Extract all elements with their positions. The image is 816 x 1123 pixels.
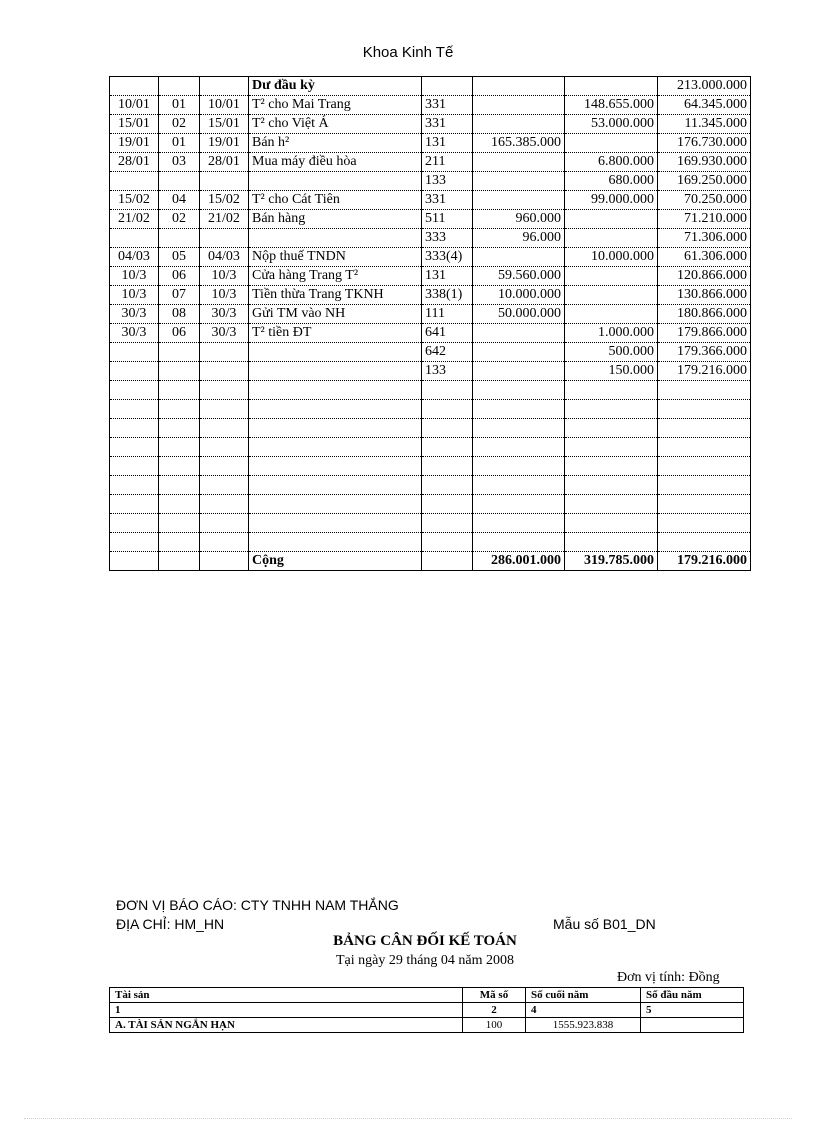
row-name: A. TÀI SẢN NGẮN HẠN [110,1018,463,1033]
credit-amount [565,305,658,324]
doc-number: 06 [159,267,200,286]
account: 133 [422,362,473,381]
total-row [110,552,751,571]
account: 131 [422,134,473,153]
ledger-row [110,362,751,381]
total-balance: 179.216.000 [658,552,751,571]
balance-sheet-index-row [110,1003,744,1018]
balance-amount: 130.866.000 [658,286,751,305]
ledger-row [110,115,751,134]
doc-date: 15/02 [110,191,159,210]
doc-date: 21/02 [110,210,159,229]
account: 511 [422,210,473,229]
credit-amount: 99.000.000 [565,191,658,210]
balance-amount: 64.345.000 [658,96,751,115]
debit-amount [473,343,565,362]
doc-number [159,172,200,191]
credit-amount [565,210,658,229]
ledger-row [110,286,751,305]
credit-amount: 6.800.000 [565,153,658,172]
ledger-row [110,210,751,229]
description: T² cho Mai Trang [249,96,422,115]
record-date: 19/01 [200,134,249,153]
balance-sheet-header-row [110,988,744,1003]
balance-sheet-table [109,987,744,1033]
address: ĐỊA CHỈ: HM_HN [116,916,225,932]
empty-row [110,419,751,438]
empty-row [110,495,751,514]
account: 211 [422,153,473,172]
record-date [200,172,249,191]
doc-date: 15/01 [110,115,159,134]
credit-amount: 150.000 [565,362,658,381]
empty-row [110,457,751,476]
debit-amount: 165.385.000 [473,134,565,153]
debit-amount [473,153,565,172]
credit-amount [565,267,658,286]
balance-amount: 179.866.000 [658,324,751,343]
opening-balance-row [110,77,751,96]
account: 333(4) [422,248,473,267]
doc-number: 01 [159,134,200,153]
record-date: 04/03 [200,248,249,267]
description: Bán h² [249,134,422,153]
description: Bán hàng [249,210,422,229]
debit-amount: 50.000.000 [473,305,565,324]
doc-date: 30/3 [110,324,159,343]
debit-amount [473,172,565,191]
doc-number: 03 [159,153,200,172]
empty-row [110,400,751,419]
balance-sheet-title: BẢNG CÂN ĐỐI KẾ TOÁN [333,933,517,949]
currency-unit: Đơn vị tính: Đồng [617,970,720,985]
row-code: 100 [463,1018,526,1033]
account: 331 [422,191,473,210]
debit-amount [473,115,565,134]
account: 331 [422,115,473,134]
ledger-row [110,248,751,267]
total-label: Cộng [249,552,422,571]
doc-date: 19/01 [110,134,159,153]
account: 131 [422,267,473,286]
header-begin-year: Số đầu năm [641,988,744,1003]
doc-number: 06 [159,324,200,343]
record-date: 30/3 [200,324,249,343]
doc-date [110,229,159,248]
record-date: 30/3 [200,305,249,324]
ledger-row [110,324,751,343]
balance-amount: 179.216.000 [658,362,751,381]
ledger-row [110,267,751,286]
doc-date: 10/01 [110,96,159,115]
description [249,172,422,191]
doc-date: 10/3 [110,267,159,286]
record-date: 28/01 [200,153,249,172]
credit-amount: 680.000 [565,172,658,191]
debit-amount [473,248,565,267]
record-date: 10/01 [200,96,249,115]
balance-sheet-row [110,1018,744,1033]
index-1: 1 [110,1003,463,1018]
doc-number: 07 [159,286,200,305]
doc-number [159,362,200,381]
reporting-unit: ĐƠN VỊ BÁO CÁO: CTY TNHH NAM THẮNG [116,897,399,913]
doc-number: 08 [159,305,200,324]
index-4: 4 [526,1003,641,1018]
credit-amount: 148.655.000 [565,96,658,115]
account: 331 [422,96,473,115]
balance-amount: 70.250.000 [658,191,751,210]
row-end-value: 1555.923.838 [526,1018,641,1033]
record-date [200,229,249,248]
doc-number: 05 [159,248,200,267]
balance-amount: 180.866.000 [658,305,751,324]
doc-number [159,343,200,362]
doc-date: 28/01 [110,153,159,172]
doc-date: 30/3 [110,305,159,324]
credit-amount: 500.000 [565,343,658,362]
credit-amount: 53.000.000 [565,115,658,134]
debit-amount: 10.000.000 [473,286,565,305]
record-date: 10/3 [200,286,249,305]
credit-amount: 1.000.000 [565,324,658,343]
doc-number: 04 [159,191,200,210]
row-begin-value [641,1018,744,1033]
record-date: 10/3 [200,267,249,286]
description [249,362,422,381]
account: 333 [422,229,473,248]
empty-row [110,514,751,533]
index-2: 2 [463,1003,526,1018]
description: Cửa hàng Trang T² [249,267,422,286]
account: 641 [422,324,473,343]
ledger-body [110,77,751,571]
balance-sheet-date: Tại ngày 29 tháng 04 năm 2008 [335,953,515,968]
opening-label: Dư đầu kỳ [249,77,422,96]
debit-amount: 960.000 [473,210,565,229]
account: 642 [422,343,473,362]
ledger-row [110,191,751,210]
ledger-row [110,96,751,115]
empty-row [110,476,751,495]
opening-balance: 213.000.000 [658,77,751,96]
description: T² cho Cát Tiên [249,191,422,210]
record-date: 21/02 [200,210,249,229]
cash-ledger-table [109,76,751,571]
header-code: Mã số [463,988,526,1003]
doc-number: 02 [159,115,200,134]
ledger-row [110,229,751,248]
debit-amount: 96.000 [473,229,565,248]
record-date: 15/02 [200,191,249,210]
doc-date [110,362,159,381]
description: Tiền thừa Trang TKNH [249,286,422,305]
description: Mua máy điều hòa [249,153,422,172]
record-date: 15/01 [200,115,249,134]
ledger-row [110,305,751,324]
empty-row [110,381,751,400]
index-5: 5 [641,1003,744,1018]
balance-amount: 176.730.000 [658,134,751,153]
debit-amount [473,324,565,343]
description: T² tiền ĐT [249,324,422,343]
balance-amount: 169.250.000 [658,172,751,191]
description [249,229,422,248]
account: 111 [422,305,473,324]
page-divider [24,1118,792,1119]
debit-amount: 59.560.000 [473,267,565,286]
empty-row [110,533,751,552]
credit-amount [565,134,658,153]
doc-number: 02 [159,210,200,229]
total-debit: 286.001.000 [473,552,565,571]
balance-amount: 71.210.000 [658,210,751,229]
total-credit: 319.785.000 [565,552,658,571]
credit-amount [565,229,658,248]
balance-amount: 179.366.000 [658,343,751,362]
record-date [200,343,249,362]
doc-date [110,172,159,191]
empty-row [110,438,751,457]
record-date [200,362,249,381]
description: Nộp thuế TNDN [249,248,422,267]
form-number: Mẫu số B01_DN [553,916,656,932]
ledger-row [110,343,751,362]
balance-amount: 71.306.000 [658,229,751,248]
credit-amount [565,286,658,305]
account: 338(1) [422,286,473,305]
balance-amount: 169.930.000 [658,153,751,172]
doc-number [159,229,200,248]
page-header: Khoa Kinh Tế [362,44,454,61]
doc-date: 04/03 [110,248,159,267]
description: Gửi TM vào NH [249,305,422,324]
debit-amount [473,362,565,381]
credit-amount: 10.000.000 [565,248,658,267]
ledger-row [110,134,751,153]
debit-amount [473,191,565,210]
description: T² cho Việt Á [249,115,422,134]
ledger-row [110,153,751,172]
description [249,343,422,362]
account: 133 [422,172,473,191]
doc-number: 01 [159,96,200,115]
balance-amount: 11.345.000 [658,115,751,134]
header-end-year: Số cuối năm [526,988,641,1003]
balance-amount: 61.306.000 [658,248,751,267]
header-assets: Tài sản [110,988,463,1003]
ledger-row [110,172,751,191]
doc-date: 10/3 [110,286,159,305]
debit-amount [473,96,565,115]
doc-date [110,343,159,362]
balance-amount: 120.866.000 [658,267,751,286]
